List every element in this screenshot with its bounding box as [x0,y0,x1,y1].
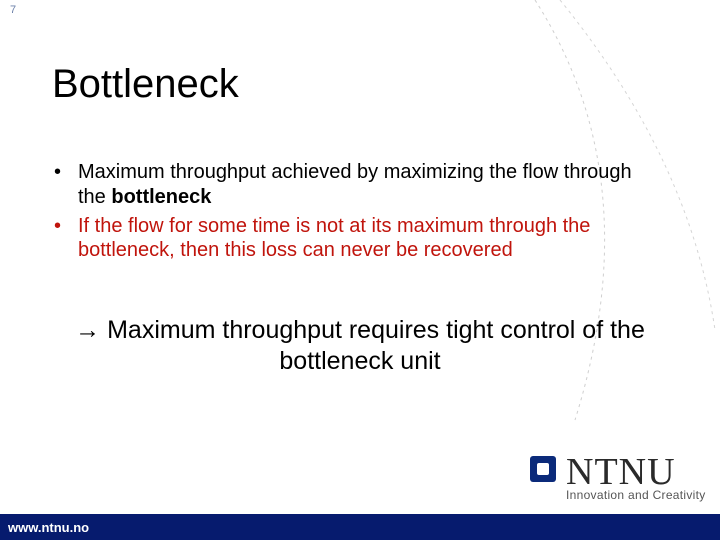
bullet-marker: • [54,214,62,237]
bullet-marker: • [54,161,62,183]
logo-square-icon [530,456,556,482]
conclusion-text: → Maximum throughput requires tight control of the bottleneck unit [75,316,645,376]
bullet-bold-text: bottleneck [111,185,212,208]
logo-tagline: Innovation and Creativity [566,488,706,502]
bullet-item [52,160,632,210]
ntnu-logo [528,452,712,504]
footer-url: www.ntnu.no [8,520,90,535]
bullet-text: If the flow for some time is not at its maximum through the bottleneck, then this loss can never be recovered [78,214,591,262]
logo-name: NTNU [566,451,676,493]
bullet-list [52,160,632,267]
slide-number: 7 [10,4,17,16]
footer-bar [0,514,720,540]
slide-title: Bottleneck [52,62,239,106]
bullet-text: Maximum throughput achieved by maximizing the flow through the [78,161,632,208]
bullet-item [52,214,632,264]
